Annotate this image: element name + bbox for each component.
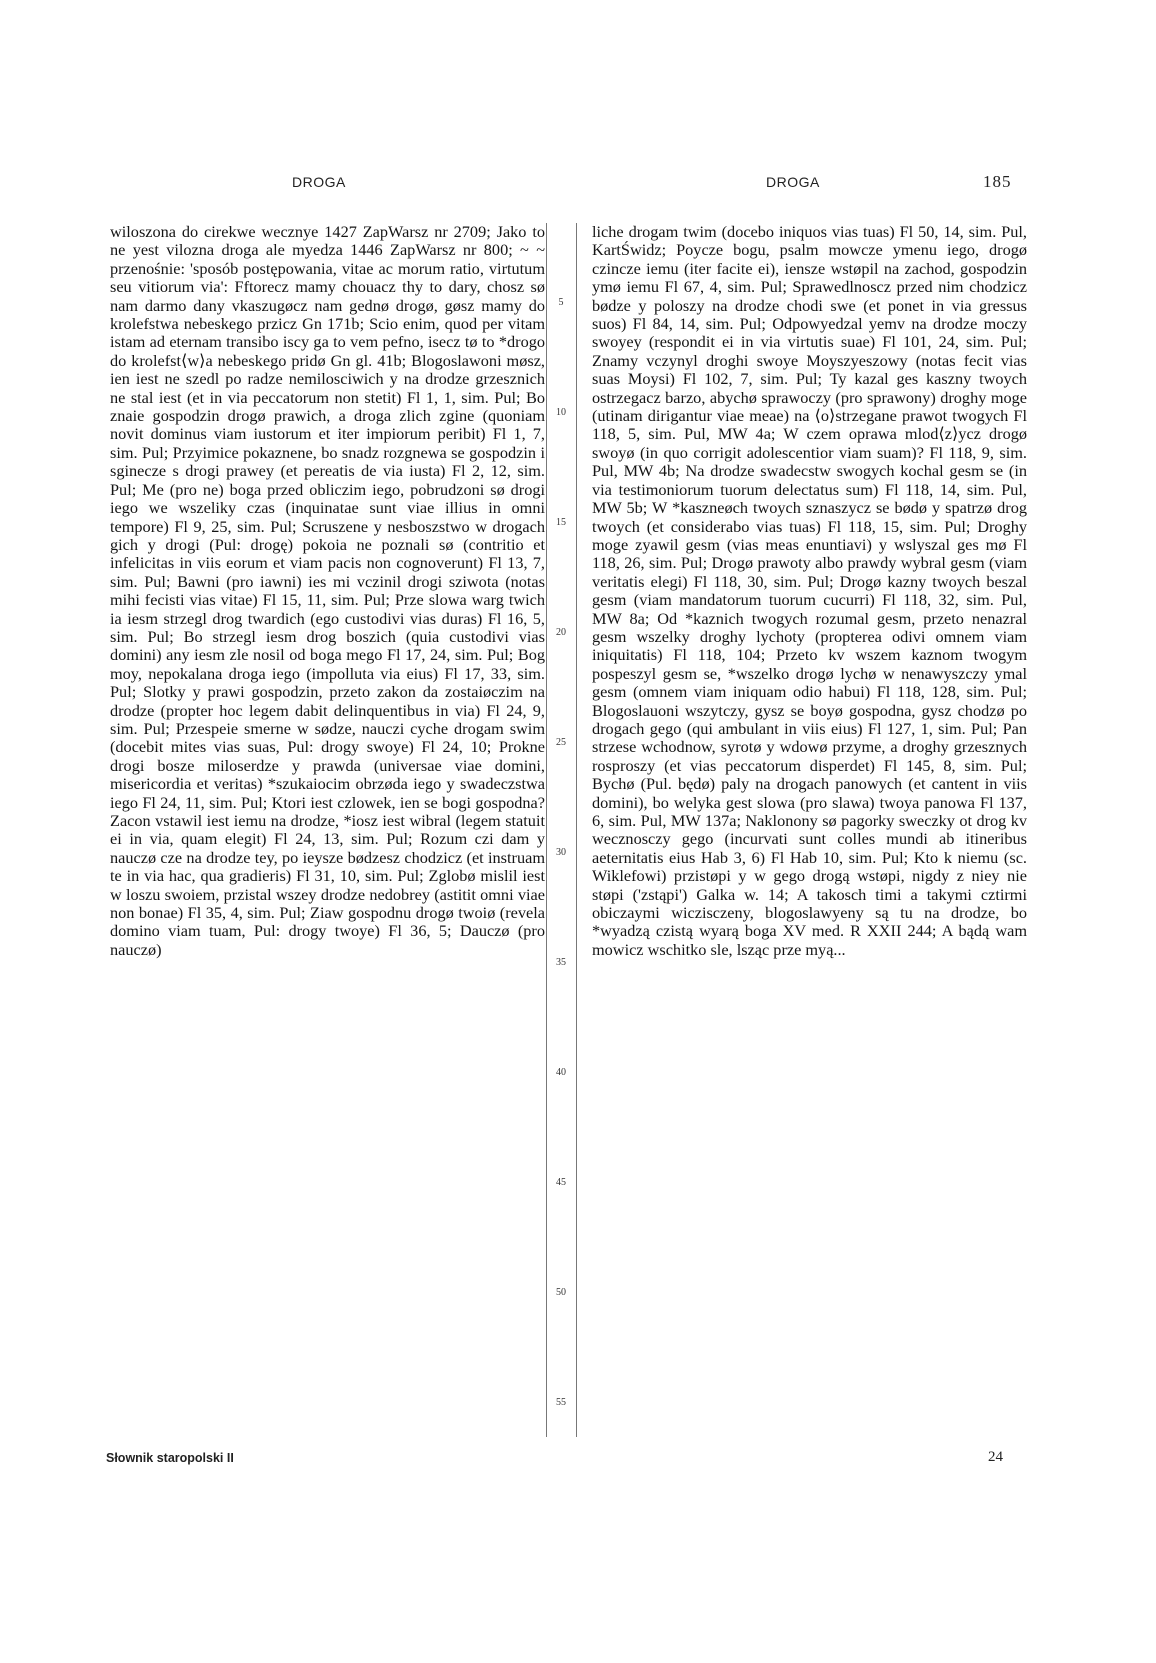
line-number: 5 <box>558 297 564 308</box>
column-rule-left <box>546 223 547 1437</box>
signature-mark: 24 <box>988 1449 1003 1465</box>
running-head-left: DROGA <box>292 174 346 190</box>
left-column-text: wiloszona do cirekwe wecznye 1427 ZapWarsz nr 2709; Jako to ne yest vilozna droga ale myedza 1446 ZapWarsz nr 800; ~ ~ przenośnie: 'sposób postępowania, vitae ac morum ratio, virtutum seu vitiorum via': Fftorecz mamy chouacz thy to dary, chosz sø nam darmo dany vkaszugøcz nam gednø drogø, gøsz mamy do krolefstwa nebeskego przicz Gn 171b; Scio enim, quod per vitam istam ad eternam transibo iscy ga to vem pefno, isecz tø to *drogo do krolefst⟨w⟩a nebeskego pridø Gn gl. 41b; Blogoslawoni møsz, ien iest ne szedl po radze nemilosciwich y na drodze grzesznich ne stal iest (et in via peccatorum non stetit) Fl 1, 1, sim. Pul; Bo znaie gospodzin drogø prawich, a droga zlich zgine (quoniam novit dominus viam iustorum et iter impiorum peribit) Fl 1, 7, sim. Pul; Przyimice pokaznene, bo snadz rozgnewa se gospodzin i sginecze s drogi prawey (et pereatis de via iusta) Fl 2, 12, sim. Pul; Me (pro ne) boga przed obliczim iego, pobrudzoni sø drogi iego we wszeliky czas (inquinatae sunt viae illius in omni tempore) Fl 9, 25, sim. Pul; Scruszene y nesboszstwo w drogach gich y drogi (Pul: drogę) pokoia ne poznali sø (contritio et infelicitas in viis eorum et viam pacis non cognoverunt) Fl 13, 7, sim. Pul; Bawni (pro iawni) ies mi vczinil drogi sziwota (notas mihi fecisti vias vitae) Fl 15, 11, sim. Pul; Prze slowa warg twich ia iesm strzegl drog twardich (ego custodivi vias duras) Fl 16, 5, sim. Pul; Bo strzegl iesm drog boszich (quia custodivi vias domini) any iesm zle nosil od boga mego Fl 17, 24, sim. Pul; Bog moy, nepokalana droga iego (impolluta via eius) Fl 17, 33, sim. Pul; Slotky y prawi gospodzin, przeto zakon da zostaiøczim na drodze (propter hoc legem dabit delinquentibus in via) Fl 24, 9, sim. Pul; Przespeie smerne w sødze, nauczi cyche drogam swim (docebit mites vias suas, Pul: drogy swoye) Fl 24, 10; Prokne drogi bosze miloserdze y prawda (universae viae domini, misericordia et veritas) *szukaiocim obrzøda iego y swadeczstwa iego Fl 24, 11, sim. Pul; Ktori iest czlowek, ien se bogi gospodna? Zacon vstawil iest iemu na drodze, *iosz iest wibral (legem statuit ei in via, quam elegit) Fl 24, 13, sim. Pul; Rozum czi dam y nauczø cze na drodze tey, po ieysze bødzesz chodzicz (et instruam te in via hac, qua gradieris) Fl 31, 10, sim. Pul; Zglobø mislil iest w loszu swoiem, przistal wszey drodze nedobrey (astitit omni viae non bonae) Fl 35, 4, sim. Pul; Ziaw gospodnu drogø twoiø (revela domino viam tuam, Pul: drogy twoye) Fl 36, 5; Dauczø (pro nauczø) <box>110 222 545 959</box>
line-number: 45 <box>556 1177 566 1188</box>
line-number-gutter <box>548 223 574 1437</box>
line-number: 30 <box>556 847 566 858</box>
line-number: 50 <box>556 1287 566 1298</box>
line-number: 20 <box>556 627 566 638</box>
line-number: 35 <box>556 957 566 968</box>
line-number: 55 <box>556 1397 566 1408</box>
line-number: 15 <box>556 517 566 528</box>
line-number: 10 <box>556 407 566 418</box>
page-number: 185 <box>983 172 1012 191</box>
right-column-text: liche drogam twim (docebo iniquos vias tuas) Fl 50, 14, sim. Pul, KartŚwidz; Poycze bogu, psalm mowcze ymenu iego, drogø czincze iemu (iter facite ei), iensze wstøpil na zachod, gospodzin ymø iemu Fl 67, 4, sim. Pul; Sprawedlnoscz przed nim chodzicz bødze y poloszy na drodze chodi swe (et ponet in via gressus suos) Fl 84, 14, sim. Pul; Odpowyedzal yemv na drodze moczy swoyey (respondit ei in via virtutis suae) Fl 101, 24, sim. Pul; Znamy vczynyl droghi swoye Moyszyeszowy (notas fecit vias suas Moysi) Fl 102, 7, sim. Pul; Ty kazal ges kaszny twoych ostrzegacz barzo, abychø sprawoczy (pro sprawony) droghy moge (utinam dirigantur viae meae) na ⟨o⟩strzegane prawot twogych Fl 118, 5, sim. Pul, MW 4a; W czem oprawa mlod⟨z⟩ycz drogø swoyø (in quo corrigit adolescentior viam suam)? Fl 118, 9, sim. Pul, MW 4b; Na drodze swadecstw swogych kochal gesm se (in via testimoniorum tuorum delectatus sum) Fl 118, 14, sim. Pul, MW 5b; W *kaszneøch twoych sznaszycz se bødø y spatrzø drog twoych (et considerabo vias tuas) Fl 118, 15, sim. Pul; Droghy moge zyawil gesm (vias meas enuntiavi) y wslyszal ges mø Fl 118, 26, sim. Pul; Drogø prawoty albo prawdy wybral gesm (viam veritatis elegi) Fl 118, 30, sim. Pul; Drogø kazny twoych beszal gesm (viam mandatorum tuorum cucurri) Fl 118, 32, sim. Pul, MW 8a; Od *kaznich twogych rozumal gesm, przeto nenazral gesm wszelky droghy lychoty (propterea odivi omnem viam iniquitatis) Fl 118, 104; Przeto kv wszem kaznom twogym pospeszyl gesm se, *wszelko drogø lychø w nenawyszczy ymal gesm (omnem viam iniquam odio habui) Fl 118, 128, sim. Pul; Blogoslauoni wszytczy, gysz se boyø gospodna, gysz chodzø po drogach gego (qui ambulant in viis eius) Fl 127, 1, sim. Pul; Pan strzese wchodnow, syrotø y wdowø przyme, a droghy grzesznych rosproszy (et vias peccatorum disperdet) Fl 145, 8, sim. Pul; Bychø (Pul. będø) paly na drogach panowych (et cantent in viis domini), bo welyka gest slowa (pro slawa) twoya panowa Fl 137, 6, sim. Pul, MW 137a; Naklonony sø pagorky sweczky ot drog kv wecznosczy gego (incurvati sunt colles mundi ab itineribus aeternitatis eius Hab 3, 6) Fl Hab 10, sim. Pul; Kto k niemu (sc. Wiklefowi) przistøpi y w gego drogą wstøpi, nigdy z niey nie støpi ('zstąpi') Galka w. 14; A takosch timi a takymi cztirmi obiczaymi wiczisczeny, blogoslawyeny są tu na drodze, bo *wyadzą czistą wyarą boga XV med. R XXII 244; A bądą wam mowicz wschitko sle, lsząc prze myą... <box>592 222 1027 959</box>
line-number: 25 <box>556 737 566 748</box>
running-head-right: DROGA <box>766 174 820 190</box>
right-column <box>592 223 1027 959</box>
left-column <box>110 223 545 959</box>
page-header <box>0 174 1156 198</box>
book-title-footer: Słownik staropolski II <box>106 1451 234 1465</box>
column-rule-right <box>576 223 577 1437</box>
line-number: 40 <box>556 1067 566 1078</box>
